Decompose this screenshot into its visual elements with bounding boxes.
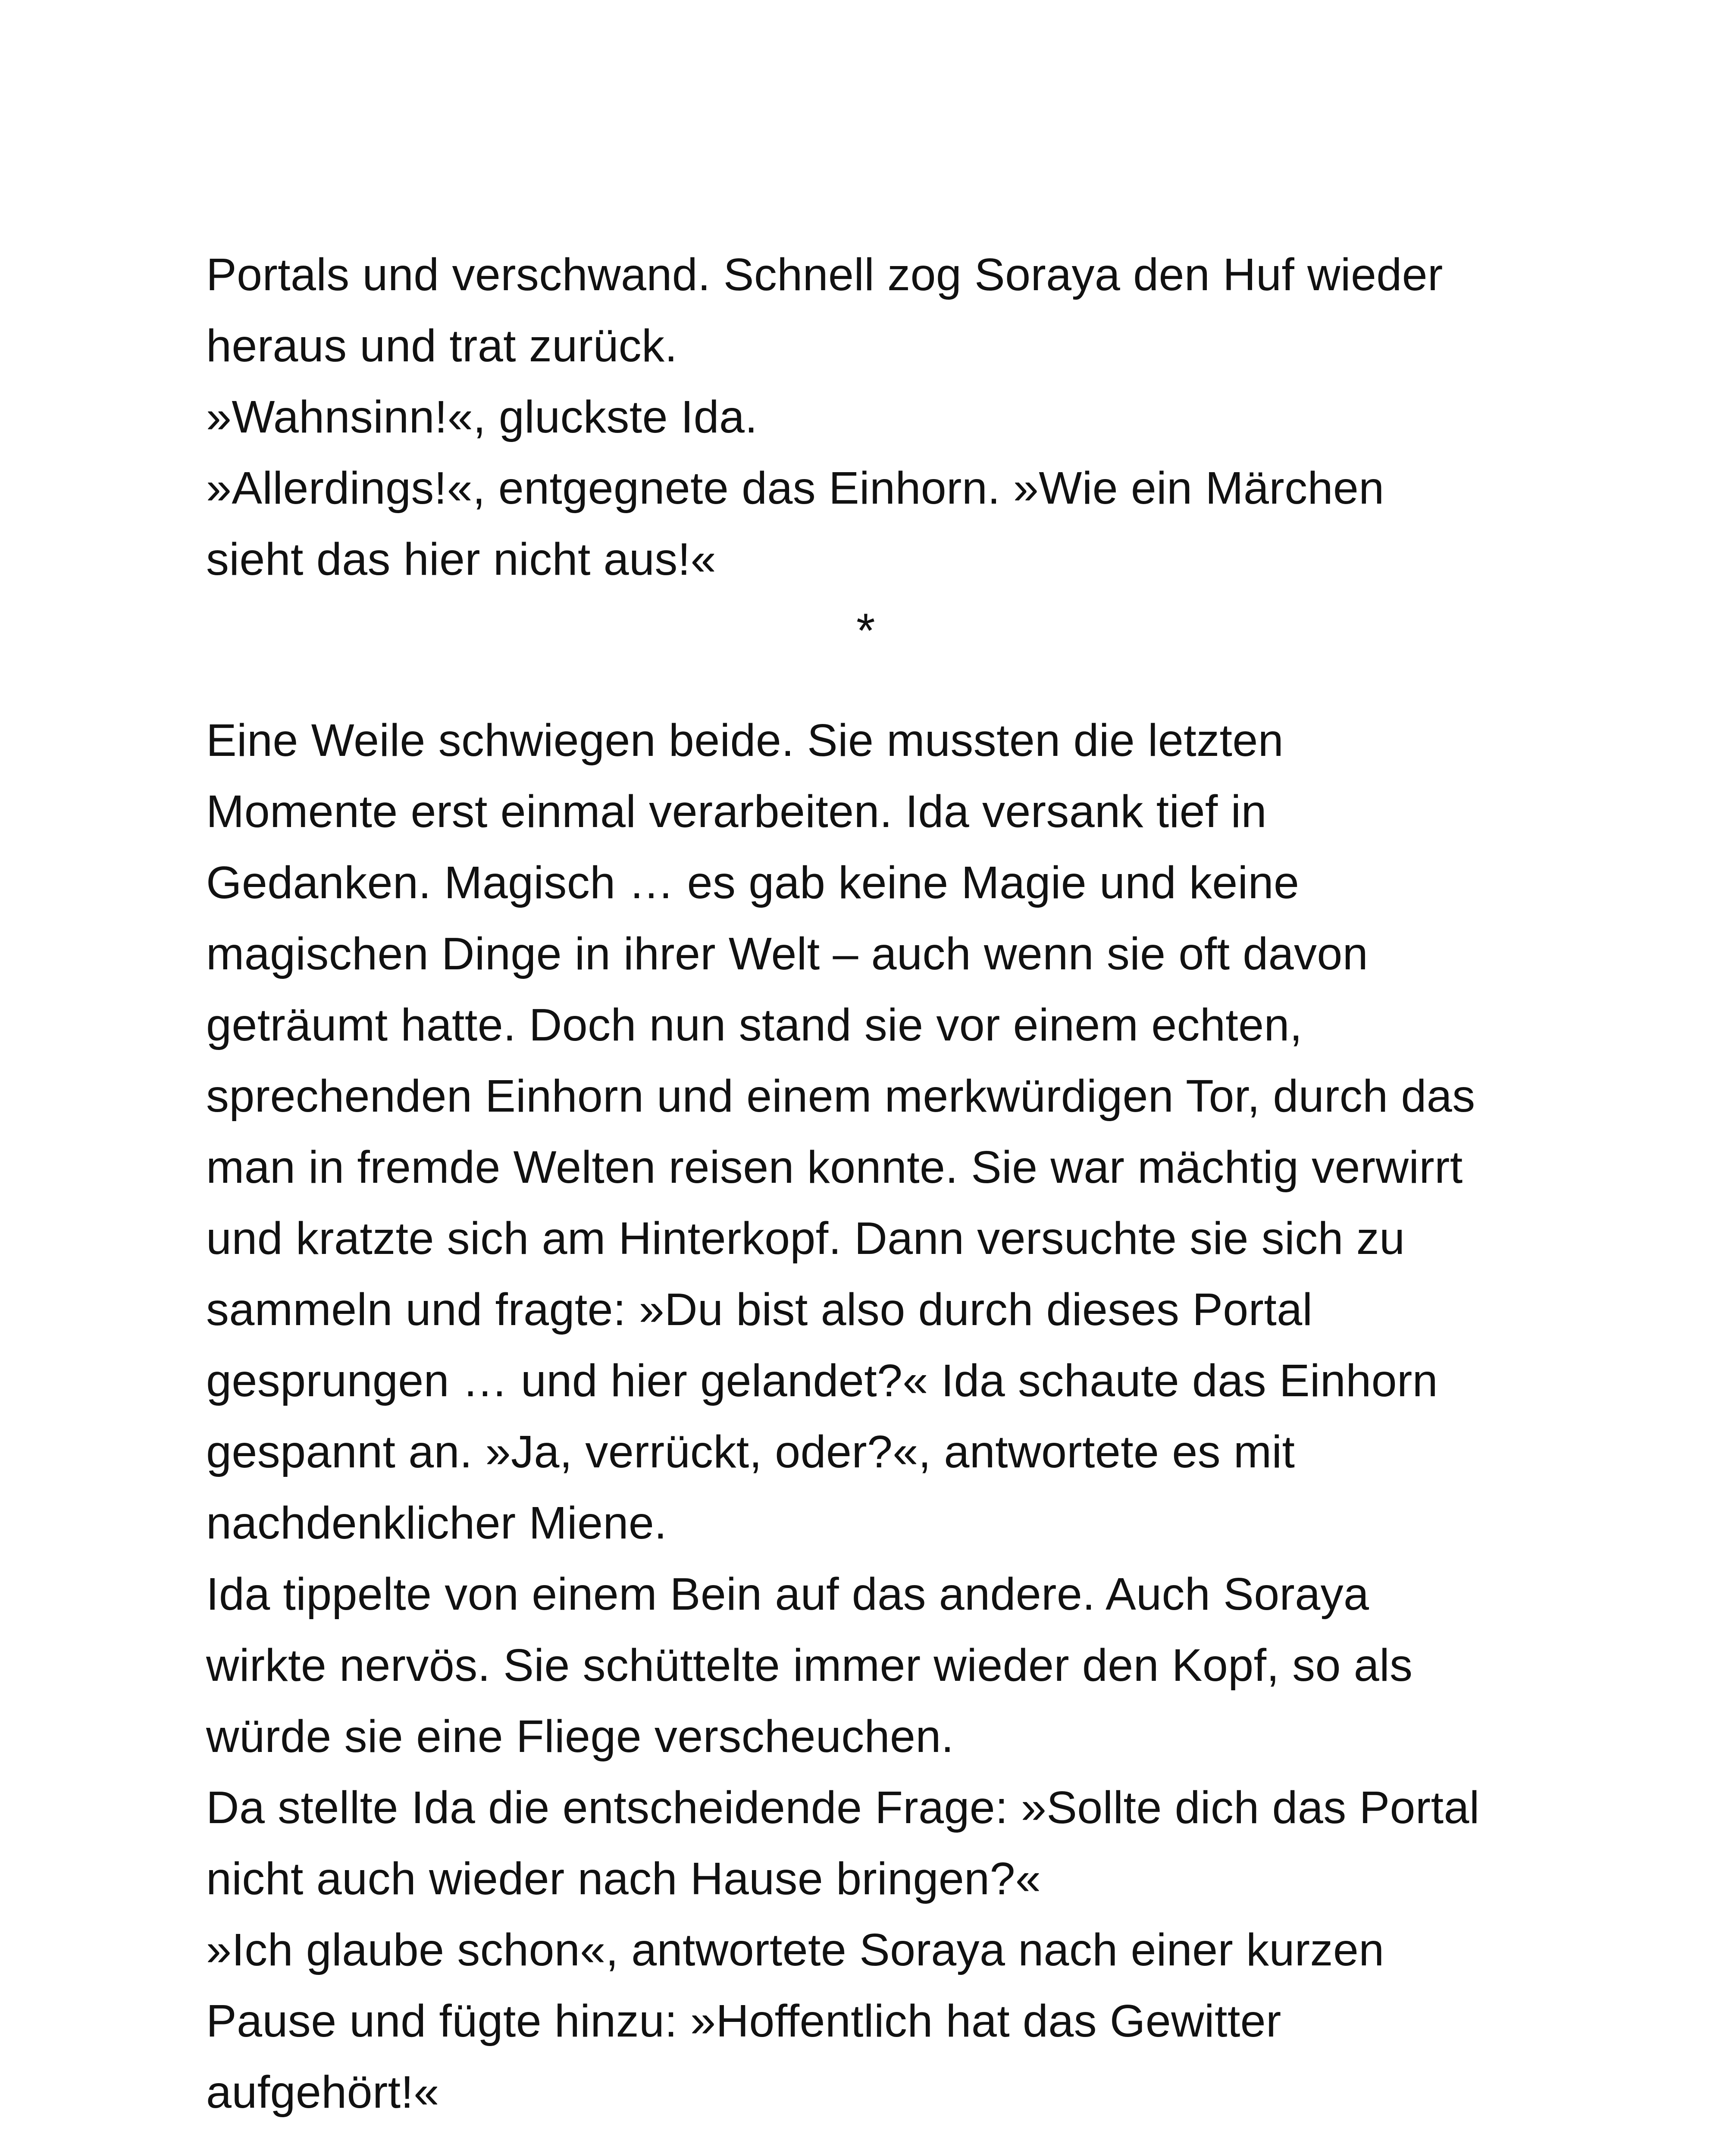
text-line: Ida tippelte von einem Bein auf das andere. Auch Soraya	[206, 1569, 1369, 1620]
text-line: nachdenklicher Miene.	[206, 1498, 667, 1548]
text-line: wirkte nervös. Sie schüttelte immer wieder den Kopf, so als	[206, 1640, 1413, 1691]
text-line: »Wahnsinn!«, gluckste Ida.	[206, 392, 758, 442]
text-line: nicht auch wieder nach Hause bringen?«	[206, 1853, 1041, 1904]
text-line: sammeln und fragte: »Du bist also durch dieses Portal	[206, 1284, 1313, 1335]
text-line: Da stellte Ida die entscheidende Frage: »Sollte dich das Portal	[206, 1782, 1480, 1833]
text-line: Pause und fügte hinzu: »Hoffentlich hat das Gewitter	[206, 1996, 1281, 2046]
text-line: gesprungen … und hier gelandet?« Ida schaute das Einhorn	[206, 1355, 1438, 1406]
text-line: geträumt hatte. Doch nun stand sie vor einem echten,	[206, 1000, 1303, 1050]
text-line: magischen Dinge in ihrer Welt – auch wenn sie oft davon	[206, 928, 1369, 979]
text-line: sprechenden Einhorn und einem merkwürdigen Tor, durch das	[206, 1071, 1475, 1122]
text-line: »Allerdings!«, entgegnete das Einhorn. »Wie ein Märchen	[206, 463, 1384, 514]
text-line: »Ich glaube schon«, antwortete Soraya nach einer kurzen	[206, 1924, 1384, 1975]
scene-break-asterisk: *	[856, 604, 875, 658]
text-line: man in fremde Welten reisen konnte. Sie war mächtig verwirrt	[206, 1142, 1463, 1193]
text-line: Portals und verschwand. Schnell zog Soraya den Huf wieder	[206, 249, 1443, 300]
text-line: und kratzte sich am Hinterkopf. Dann versuchte sie sich zu	[206, 1213, 1405, 1264]
text-line: würde sie eine Fliege verscheuchen.	[206, 1711, 954, 1762]
page-text	[206, 239, 1525, 2128]
text-line: gespannt an. »Ja, verrückt, oder?«, antwortete es mit	[206, 1426, 1295, 1477]
text-line: sieht das hier nicht aus!«	[206, 534, 716, 585]
text-line: heraus und trat zurück.	[206, 320, 678, 371]
text-line: Momente erst einmal verarbeiten. Ida versank tief in	[206, 786, 1267, 837]
text-line: Eine Weile schwiegen beide. Sie mussten die letzten	[206, 715, 1284, 766]
text-line: aufgehört!«	[206, 2067, 439, 2118]
text-line: Gedanken. Magisch … es gab keine Magie und keine	[206, 857, 1300, 908]
